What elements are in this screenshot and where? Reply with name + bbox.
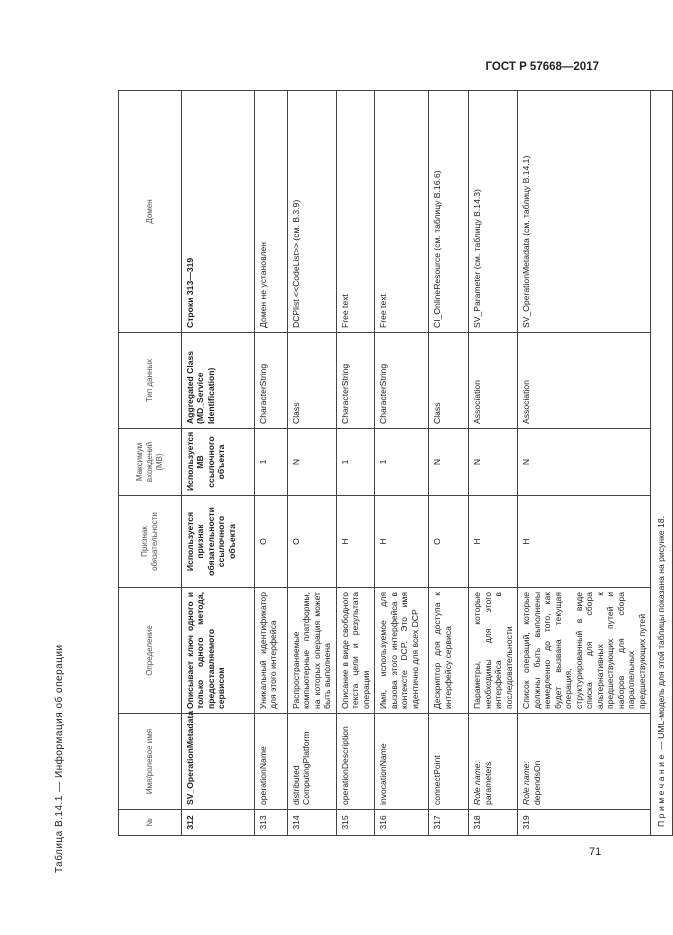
cell-type: Association xyxy=(518,333,651,429)
cell-type: Association xyxy=(469,333,518,429)
cell-max: N xyxy=(288,429,337,496)
role-name-label: Role name: xyxy=(472,761,483,805)
cell-num: 318 xyxy=(469,810,518,836)
cell-definition: Имя, используемое для вызова этого интерфейса в контексте DCP. Это имя идентично для всех DCP xyxy=(375,588,429,714)
operation-info-table-container xyxy=(118,91,667,836)
cell-type: Aggregated Class (MD_Service Identification) xyxy=(182,333,255,429)
cell-domain: CI_OnlineResource (см. таблицу В.16.6) xyxy=(429,91,469,333)
cell-name xyxy=(469,714,518,810)
table-note-row xyxy=(651,91,672,836)
cell-name: SV_OperationMetadata xyxy=(182,714,255,810)
cell-max: N xyxy=(469,429,518,496)
cell-definition: Параметры, которые необходимы для этого интерфейса в последовательности xyxy=(469,588,518,714)
cell-num: 313 xyxy=(255,810,288,836)
cell-definition: Распространяемые компьютерные платформы, на которых операция может быть выполнена xyxy=(288,588,337,714)
col-header-max: Максимум вхождений (МВ) xyxy=(119,429,182,496)
table-row-317 xyxy=(429,91,469,836)
page-number: 71 xyxy=(589,846,602,858)
role-name-value: parameters xyxy=(482,761,493,805)
cell-num: 317 xyxy=(429,810,469,836)
cell-obligation: Н xyxy=(375,496,429,588)
cell-name: operationDescription xyxy=(336,714,374,810)
col-header-name: Имя/ролевое имя xyxy=(119,714,182,810)
cell-name: distributed ComputingPlatform xyxy=(288,714,337,810)
col-header-domain: Домен xyxy=(119,91,182,333)
cell-definition: Дескриптор для доступа к интерфейсу сервиса xyxy=(429,588,469,714)
cell-name xyxy=(518,714,651,810)
cell-domain: Free text xyxy=(336,91,374,333)
cell-definition: Описание в виде свободного текста цели и результата операции xyxy=(336,588,374,714)
cell-domain: SV_Parameter (см. таблицу В.14.3) xyxy=(469,91,518,333)
cell-max: 1 xyxy=(255,429,288,496)
cell-max: N xyxy=(518,429,651,496)
table-row-314 xyxy=(288,91,337,836)
cell-obligation: О xyxy=(288,496,337,588)
cell-domain: DCPlist <<CodeList>> (см. В.3.9) xyxy=(288,91,337,333)
standard-header: ГОСТ Р 57668—2017 xyxy=(485,61,599,73)
cell-max: 1 xyxy=(375,429,429,496)
cell-obligation: О xyxy=(255,496,288,588)
cell-num: 314 xyxy=(288,810,337,836)
table-header-row xyxy=(119,91,182,836)
cell-name: invocationName xyxy=(375,714,429,810)
cell-type: CharacterString xyxy=(255,333,288,429)
cell-obligation: Н xyxy=(336,496,374,588)
cell-type: Class xyxy=(429,333,469,429)
cell-num: 312 xyxy=(182,810,255,836)
cell-type: CharacterString xyxy=(375,333,429,429)
cell-max: 1 xyxy=(336,429,374,496)
col-header-obligation: Признак обязательности xyxy=(119,496,182,588)
cell-domain: Строки 313—319 xyxy=(182,91,255,333)
note-text: — UML-модель для этой таблицы показана на рисунке 18. xyxy=(656,515,667,750)
cell-domain: Free text xyxy=(375,91,429,333)
cell-num: 319 xyxy=(518,810,651,836)
table-row-315 xyxy=(336,91,374,836)
cell-definition: Список операций, которые должны быть выполнены немедленно до того, как будет вызвана текущая операция, структурированный в виде списка для сбора альтернативных к предшествующих путей и наборов для сбора параллельных предшествующих путей xyxy=(518,588,651,714)
cell-obligation: Н xyxy=(518,496,651,588)
table-note xyxy=(651,91,672,836)
operation-info-table xyxy=(118,90,673,836)
cell-obligation: О xyxy=(429,496,469,588)
role-name-label: Role name: xyxy=(521,761,532,805)
cell-definition: Уникальный идентификатор для этого интерфейса xyxy=(255,588,288,714)
cell-name: operationName xyxy=(255,714,288,810)
cell-obligation: Используется признак обязательности ссылочного объекта xyxy=(182,496,255,588)
col-header-number: № xyxy=(119,810,182,836)
cell-domain: Домен не установлен xyxy=(255,91,288,333)
cell-num: 316 xyxy=(375,810,429,836)
role-name-value: dependsOn xyxy=(531,760,542,805)
cell-obligation: Н xyxy=(469,496,518,588)
cell-name: connectPoint xyxy=(429,714,469,810)
cell-max: Используется МВ ссылочного объекта xyxy=(182,429,255,496)
cell-type: Class xyxy=(288,333,337,429)
cell-type: CharacterString xyxy=(336,333,374,429)
col-header-type: Тип данных xyxy=(119,333,182,429)
table-row-313 xyxy=(255,91,288,836)
col-header-definition: Определение xyxy=(119,588,182,714)
note-label: Примечание xyxy=(656,752,667,827)
cell-max: N xyxy=(429,429,469,496)
table-row-318 xyxy=(469,91,518,836)
table-row-319 xyxy=(518,91,651,836)
table-row-316 xyxy=(375,91,429,836)
table-row-312 xyxy=(182,91,255,836)
cell-num: 315 xyxy=(336,810,374,836)
cell-definition: Описывает ключ одного и только одного метода, предоставляемого сервисом xyxy=(182,588,255,714)
cell-domain: SV_OperationMetadata (см. таблицу В.14.1) xyxy=(518,91,651,333)
table-caption: Таблица В.14.1 — Информация об операции xyxy=(54,644,65,873)
